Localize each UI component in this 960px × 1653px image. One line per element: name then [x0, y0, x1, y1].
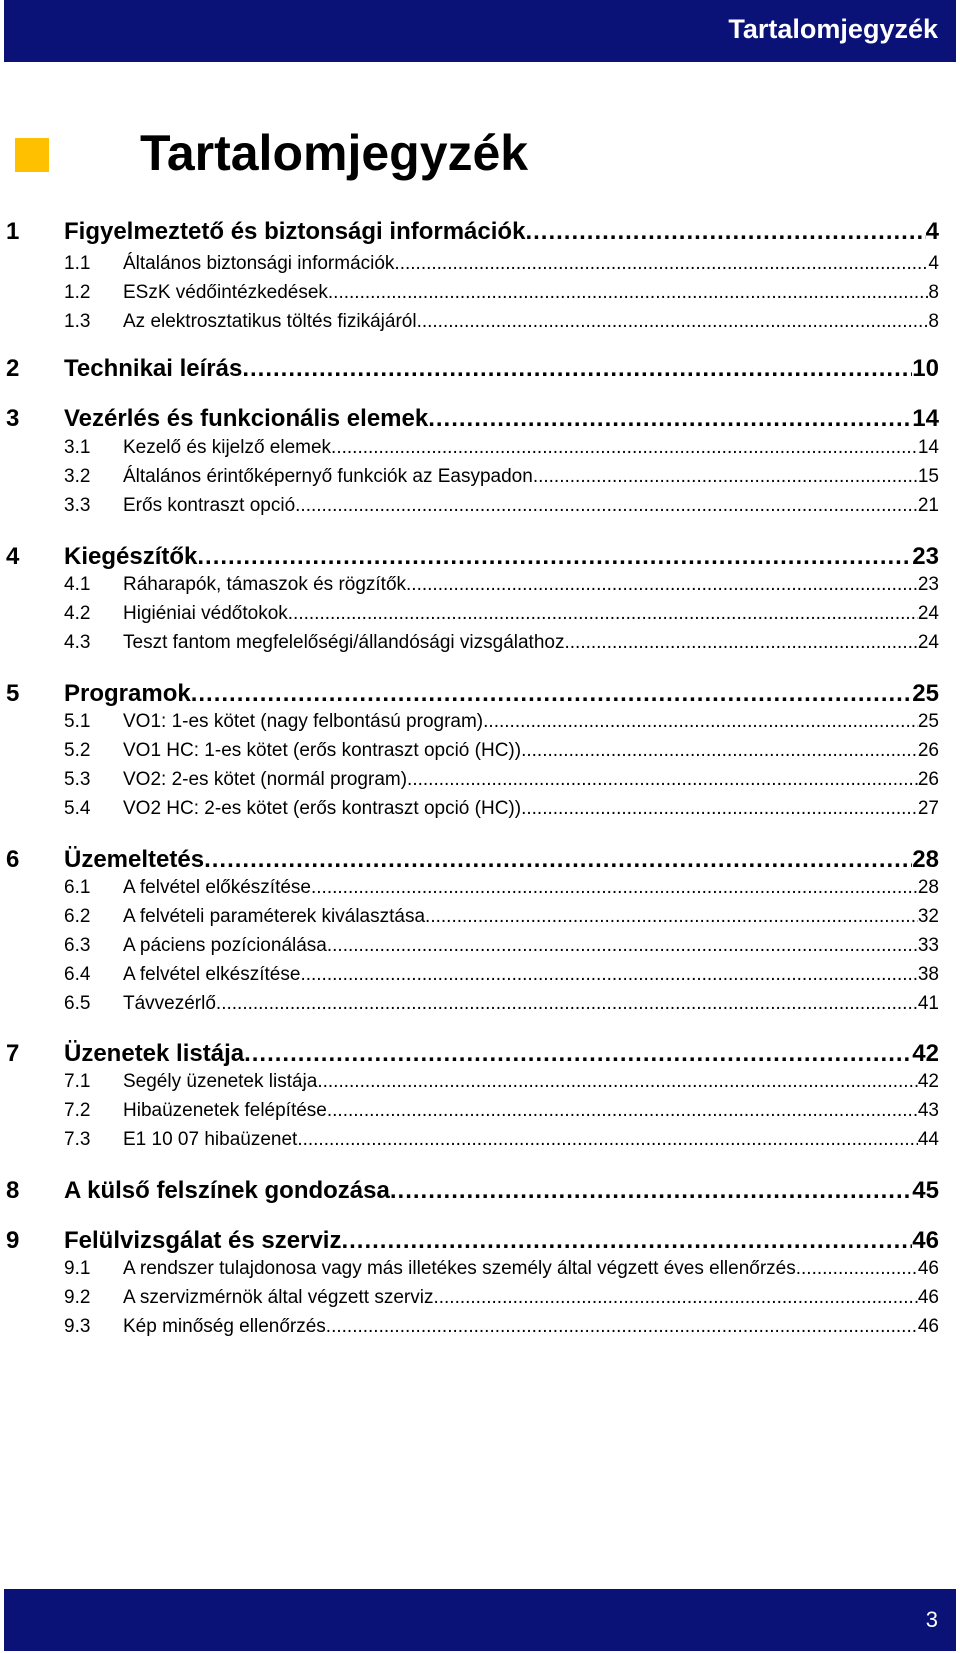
header-title: Tartalomjegyzék — [728, 14, 938, 44]
toc-leader-dots — [394, 253, 928, 275]
toc-page-number: 28 — [917, 877, 939, 898]
toc-section-entry[interactable] — [0, 253, 960, 277]
toc-number: 6.1 — [64, 877, 91, 898]
toc-section-entry[interactable] — [0, 935, 960, 959]
toc-leader-dots — [564, 632, 917, 654]
toc-leader-dots — [300, 964, 917, 986]
toc-number: 6.5 — [64, 993, 91, 1014]
toc-leader-dots — [216, 993, 918, 1015]
toc-title: Kiegészítők — [64, 543, 198, 570]
toc-section-entry[interactable] — [0, 711, 960, 735]
toc-number: 1.2 — [64, 282, 91, 303]
toc-leader-dots — [311, 877, 918, 899]
toc-chapter-entry[interactable] — [0, 405, 960, 435]
toc-title: VO1 HC: 1-es kötet (erős kontraszt opció (HC)) — [123, 740, 522, 761]
toc-number: 9 — [6, 1227, 20, 1254]
toc-title: Az elektrosztatikus töltés fizikájáról — [123, 311, 417, 332]
toc-title: Programok — [64, 680, 191, 707]
toc-number: 4.3 — [64, 632, 91, 653]
toc-leader-dots — [328, 282, 929, 304]
toc-section-entry[interactable] — [0, 798, 960, 822]
toc-number: 3.3 — [64, 495, 91, 516]
toc-number: 7.1 — [64, 1071, 91, 1092]
toc-page-number: 26 — [917, 769, 939, 790]
toc-number: 2 — [6, 355, 20, 382]
toc-section-entry[interactable] — [0, 437, 960, 461]
toc-section-entry[interactable] — [0, 877, 960, 901]
toc-leader-dots — [317, 1071, 918, 1093]
toc-section-entry[interactable] — [0, 1129, 960, 1153]
toc-number: 5.3 — [64, 769, 91, 790]
toc-number: 5.4 — [64, 798, 91, 819]
toc-page-number: 27 — [917, 798, 939, 819]
page-title: Tartalomjegyzék — [140, 125, 529, 181]
toc-number: 1 — [6, 218, 20, 245]
toc-page-number: 25 — [912, 680, 939, 707]
toc-page-number: 43 — [917, 1100, 939, 1121]
toc-page-number: 32 — [917, 906, 939, 927]
toc-title: VO2 HC: 2-es kötet (erős kontraszt opció (HC)) — [123, 798, 522, 819]
toc-page-number: 38 — [917, 964, 939, 985]
toc-title: Erős kontraszt opció — [123, 495, 296, 516]
toc-page-number: 42 — [912, 1040, 939, 1067]
toc-section-entry[interactable] — [0, 632, 960, 656]
toc-chapter-entry[interactable] — [0, 543, 960, 573]
toc-chapter-entry[interactable] — [0, 846, 960, 876]
toc-page-number: 8 — [928, 311, 939, 332]
toc-number: 8 — [6, 1177, 20, 1204]
toc-number: 9.3 — [64, 1316, 91, 1337]
toc-section-entry[interactable] — [0, 993, 960, 1017]
toc-title: VO2: 2-es kötet (normál program) — [123, 769, 408, 790]
toc-title: VO1: 1-es kötet (nagy felbontású program) — [123, 711, 484, 732]
toc-number: 3.2 — [64, 466, 91, 487]
toc-leader-dots — [326, 1316, 918, 1338]
toc-number: 4.2 — [64, 603, 91, 624]
toc-number: 4.1 — [64, 574, 91, 595]
toc-leader-dots — [327, 1100, 918, 1122]
toc-page-number: 8 — [928, 282, 939, 303]
toc-title: A külső felszínek gondozása — [64, 1177, 390, 1204]
page-number: 3 — [925, 1607, 938, 1632]
toc-leader-dots — [407, 769, 918, 791]
toc-title: Figyelmeztető és biztonsági információk — [64, 218, 526, 245]
toc-page-number: 46 — [917, 1258, 939, 1279]
toc-leader-dots — [331, 437, 918, 459]
toc-leader-dots — [521, 798, 918, 820]
toc-page-number: 14 — [917, 437, 939, 458]
toc-section-entry[interactable] — [0, 1071, 960, 1095]
toc-title: A szervizmérnök által végzett szerviz — [123, 1287, 434, 1308]
toc-leader-dots — [288, 603, 918, 625]
toc-title: Kezelő és kijelző elemek — [123, 437, 332, 458]
toc-section-entry[interactable] — [0, 495, 960, 519]
toc-title: Üzenetek listája — [64, 1040, 245, 1067]
toc-section-entry[interactable] — [0, 769, 960, 793]
toc-title: A felvételi paraméterek kiválasztása — [123, 906, 426, 927]
toc-number: 6.4 — [64, 964, 91, 985]
toc-leader-dots — [428, 405, 912, 433]
toc-leader-dots — [242, 355, 912, 383]
toc-section-entry[interactable] — [0, 466, 960, 490]
toc-section-entry[interactable] — [0, 1316, 960, 1340]
toc-title: Vezérlés és funkcionális elemek — [64, 405, 429, 432]
toc-chapter-entry[interactable] — [0, 680, 960, 710]
toc-leader-dots — [433, 1287, 917, 1309]
toc-leader-dots — [390, 1177, 912, 1205]
toc-leader-dots — [341, 1227, 912, 1255]
toc-page-number: 45 — [912, 1177, 939, 1204]
toc-title: A felvétel elkészítése — [123, 964, 301, 985]
toc-title: Üzemeltetés — [64, 846, 205, 873]
toc-leader-dots — [417, 311, 929, 333]
toc-title: Általános biztonsági információk — [123, 253, 395, 274]
toc-section-entry[interactable] — [0, 1258, 960, 1282]
toc-title: A rendszer tulajdonosa vagy más illetékes személy által végzett éves ellenőrzés — [123, 1258, 796, 1279]
toc-title: Segély üzenetek listája — [123, 1071, 318, 1092]
toc-number: 7.2 — [64, 1100, 91, 1121]
toc-page-number: 23 — [917, 574, 939, 595]
toc-title: Higiéniai védőtokok — [123, 603, 288, 624]
toc-leader-dots — [295, 495, 918, 517]
toc-section-entry[interactable] — [0, 740, 960, 764]
toc-leader-dots — [406, 574, 918, 596]
toc-leader-dots — [204, 846, 912, 874]
toc-chapter-entry[interactable] — [0, 355, 960, 385]
toc-page-number: 41 — [917, 993, 939, 1014]
toc-number: 6.2 — [64, 906, 91, 927]
toc-section-entry[interactable] — [0, 603, 960, 627]
toc-page-number: 26 — [917, 740, 939, 761]
toc-number: 9.2 — [64, 1287, 91, 1308]
toc-section-entry[interactable] — [0, 311, 960, 335]
toc-page-number: 10 — [912, 355, 939, 382]
toc-page-number: 24 — [917, 603, 939, 624]
toc-title: E1 10 07 hibaüzenet — [123, 1129, 298, 1150]
toc-page-number: 25 — [917, 711, 939, 732]
toc-number: 5.1 — [64, 711, 91, 732]
toc-number: 7 — [6, 1040, 20, 1067]
toc-number: 9.1 — [64, 1258, 91, 1279]
toc-title: Teszt fantom megfelelőségi/állandósági vizsgálathoz — [123, 632, 565, 653]
toc-number: 1.1 — [64, 253, 91, 274]
toc-leader-dots — [425, 906, 918, 928]
toc-number: 3 — [6, 405, 20, 432]
toc-leader-dots — [483, 711, 918, 733]
toc-title: Kép minőség ellenőrzés — [123, 1316, 326, 1337]
toc-leader-dots — [327, 935, 918, 957]
toc-chapter-entry[interactable] — [0, 1040, 960, 1070]
toc-leader-dots — [521, 740, 918, 762]
toc-number: 5 — [6, 680, 20, 707]
toc-page-number: 15 — [917, 466, 939, 487]
toc-page-number: 14 — [912, 405, 939, 432]
toc-page-number: 44 — [917, 1129, 939, 1150]
toc-page-number: 23 — [912, 543, 939, 570]
toc-chapter-entry[interactable] — [0, 1227, 960, 1257]
toc-section-entry[interactable] — [0, 1100, 960, 1124]
toc-title: Általános érintőképernyő funkciók az Easypadon — [123, 466, 533, 487]
toc-section-entry[interactable] — [0, 574, 960, 598]
toc-number: 6 — [6, 846, 20, 873]
toc-number: 6.3 — [64, 935, 91, 956]
toc-number: 5.2 — [64, 740, 91, 761]
toc-title: ESzK védőintézkedések — [123, 282, 328, 303]
toc-number: 3.1 — [64, 437, 91, 458]
toc-number: 4 — [6, 543, 20, 570]
toc-page-number: 46 — [912, 1227, 939, 1254]
toc-leader-dots — [297, 1129, 918, 1151]
toc-title: Hibaüzenetek felépítése — [123, 1100, 327, 1121]
toc-leader-dots — [796, 1258, 918, 1280]
toc-page-number: 4 — [928, 253, 939, 274]
toc-title: A páciens pozícionálása — [123, 935, 327, 956]
toc-page-number: 42 — [917, 1071, 939, 1092]
toc-title: Ráharapók, támaszok és rögzítők — [123, 574, 407, 595]
toc-page-number: 4 — [925, 218, 939, 245]
toc-section-entry[interactable] — [0, 1287, 960, 1311]
toc-page-number: 24 — [917, 632, 939, 653]
toc-leader-dots — [533, 466, 918, 488]
footer-bar — [4, 1589, 956, 1651]
toc-section-entry[interactable] — [0, 964, 960, 988]
toc-chapter-entry[interactable] — [0, 1177, 960, 1207]
toc-leader-dots — [525, 218, 925, 246]
toc-leader-dots — [244, 1040, 912, 1068]
toc-leader-dots — [191, 680, 913, 708]
toc-chapter-entry[interactable] — [0, 218, 960, 248]
toc-page-number: 21 — [917, 495, 939, 516]
toc-title: Távvezérlő — [123, 993, 216, 1014]
toc-page-number: 28 — [912, 846, 939, 873]
toc-page-number: 46 — [917, 1316, 939, 1337]
toc-section-entry[interactable] — [0, 282, 960, 306]
toc-title: Technikai leírás — [64, 355, 243, 382]
toc-number: 7.3 — [64, 1129, 91, 1150]
toc-leader-dots — [197, 543, 912, 571]
toc-title: A felvétel előkészítése — [123, 877, 311, 898]
toc-page-number: 46 — [917, 1287, 939, 1308]
toc-section-entry[interactable] — [0, 906, 960, 930]
toc-number: 1.3 — [64, 311, 91, 332]
toc-page-number: 33 — [917, 935, 939, 956]
toc-title: Felülvizsgálat és szerviz — [64, 1227, 342, 1254]
